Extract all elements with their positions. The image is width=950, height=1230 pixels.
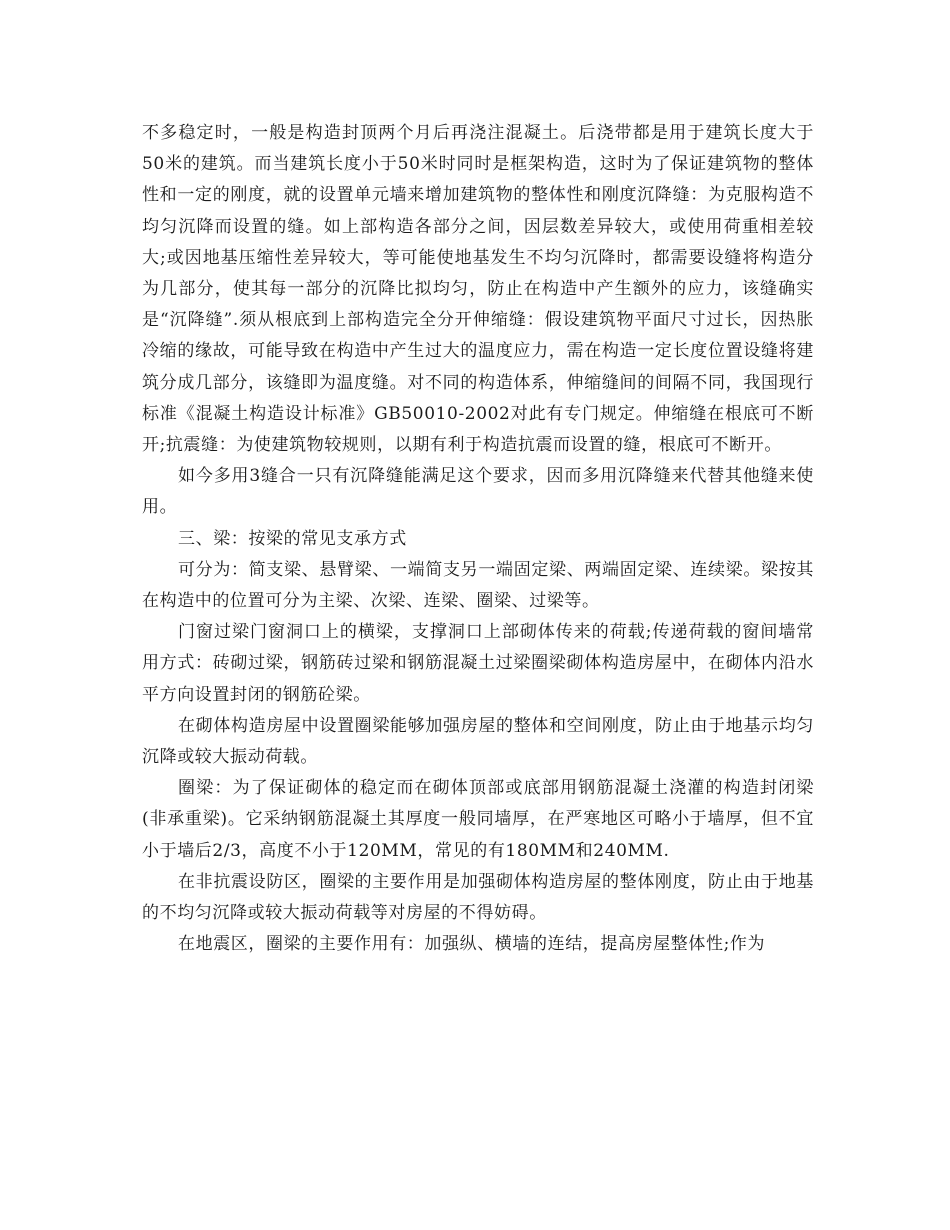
paragraph-beam-types: 可分为：简支梁、悬臂梁、一端简支另一端固定梁、两端固定梁、连续梁。梁按其在构造中的位置可分为主梁、次梁、连梁、圈梁、过梁等。 bbox=[142, 559, 814, 612]
paragraph-seismic-zone: 在地震区，圈梁的主要作用有：加强纵、横墙的连结，提高房屋整体性;作为 bbox=[178, 934, 766, 955]
document-body bbox=[142, 118, 814, 960]
paragraph-lintels: 门窗过梁门窗洞口上的横梁，支撑洞口上部砌体传来的荷载;传递荷载的窗间墙常用方式：砖砌过梁，钢筋砖过梁和钢筋混凝土过梁圈梁砌体构造房屋中，在砌体内沿水平方向设置封闭的钢筋砼梁。 bbox=[142, 622, 814, 705]
paragraph-non-seismic-zone: 在非抗震设防区，圈梁的主要作用是加强砌体构造房屋的整体刚度，防止由于地基的不均匀沉降或较大振动荷载等对房屋的不得妨碍。 bbox=[142, 871, 814, 924]
paragraph-ring-beam-definition: 圈梁：为了保证砌体的稳定而在砌体顶部或底部用钢筋混凝土浇灌的构造封闭梁(非承重梁)。它采纳钢筋混凝土其厚度一般同墙厚，在严寒地区可略小于墙厚，但不宜小于墙后2/3，高度不小于120MM，常见的有180MM和240MM. bbox=[142, 778, 814, 861]
paragraph-ring-beam-purpose: 在砌体构造房屋中设置圈梁能够加强房屋的整体和空间刚度，防止由于地基示均匀沉降或较大振动荷载。 bbox=[142, 715, 814, 768]
section-heading-beams: 三、梁：按梁的常见支承方式 bbox=[178, 528, 407, 549]
paragraph-joints: 不多稳定时，一般是构造封顶两个月后再浇注混凝土。后浇带都是用于建筑长度大于50米的建筑。而当建筑长度小于50米时同时是框架构造，这时为了保证建筑物的整体性和一定的刚度，就的设置单元墙来增加建筑物的整体性和刚度沉降缝：为克服构造不均匀沉降而设置的缝。如上部构造各部分之间，因层数差异较大，或使用荷重相差较大;或因地基压缩性差异较大，等可能使地基发生不均匀沉降时，都需要设缝将构造分为几部分，使其每一部分的沉降比拟均匀，防止在构造中产生额外的应力，该缝确实是“沉降缝”.须从根底到上部构造完全分开伸缩缝：假设建筑物平面尺寸过长，因热胀冷缩的缘故，可能导致在构造中产生过大的温度应力，需在构造一定长度位置设缝将建筑分成几部分，该缝即为温度缝。对不同的构造体系，伸缩缝间的间隔不同，我国现行标准《混凝土构造设计标准》GB50010-2002对此有专门规定。伸缩缝在根底可不断开;抗震缝：为使建筑物较规则，以期有利于构造抗震而设置的缝，根底可不断开。 bbox=[142, 123, 814, 456]
paragraph-combined-joints: 如今多用3缝合一只有沉降缝能满足这个要求，因而多用沉降缝来代替其他缝来使用。 bbox=[142, 466, 814, 518]
